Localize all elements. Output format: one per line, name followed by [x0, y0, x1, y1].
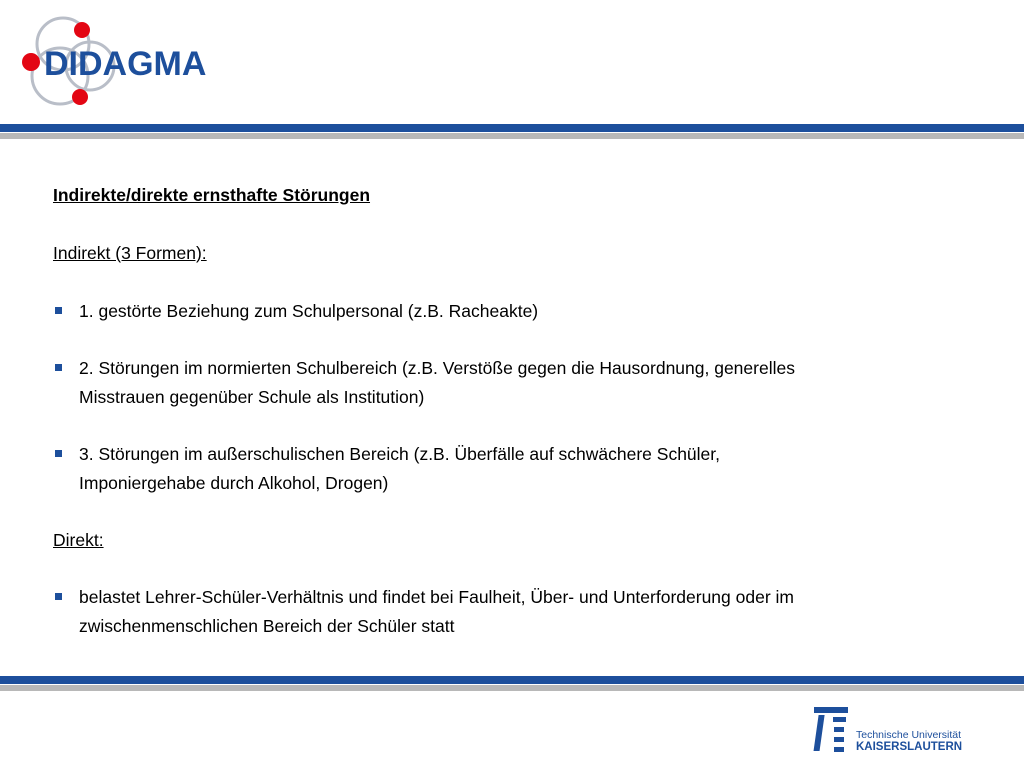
bullet-text-continued: Imponiergehabe durch Alkohol, Drogen) [79, 473, 389, 493]
logo-text: DIDAGMA [44, 45, 207, 83]
top-band-grey [0, 133, 1024, 139]
bullet-text: 1. gestörte Beziehung zum Schulpersonal (z.B. Racheakte) [79, 301, 539, 321]
bullet-text-continued: Misstrauen gegenüber Schule als Institution) [79, 387, 425, 407]
bullet-text: 3. Störungen im außerschulischen Bereich (z.B. Überfälle auf schwächere Schüler, [79, 444, 721, 464]
didagma-logo [18, 14, 228, 112]
bullet-text-continued: zwischenmenschlichen Bereich der Schüler statt [79, 616, 455, 636]
bullet-square-icon [55, 364, 62, 371]
direct-label: Direkt: [53, 530, 104, 550]
bullet-square-icon [55, 593, 62, 600]
bullet-square-icon [55, 307, 62, 314]
university-name-line2: KAISERSLAUTERN [856, 741, 963, 753]
bullet-text: belastet Lehrer-Schüler-Verhältnis und findet bei Faulheit, Über- und Unterforderung oder im [79, 587, 794, 607]
top-band-blue [0, 124, 1024, 132]
university-name-line1: Technische Universität [856, 729, 962, 741]
bullet-square-icon [55, 450, 62, 457]
indirect-label: Indirekt (3 Formen): [53, 243, 207, 263]
bottom-band-blue [0, 676, 1024, 684]
bullet-text: 2. Störungen im normierten Schulbereich (z.B. Verstöße gegen die Hausordnung, generelles [79, 358, 795, 378]
slide-heading: Indirekte/direkte ernsthafte Störungen [53, 185, 371, 205]
bottom-band-grey [0, 685, 1024, 691]
tu-kaiserslautern-logo [808, 705, 978, 755]
